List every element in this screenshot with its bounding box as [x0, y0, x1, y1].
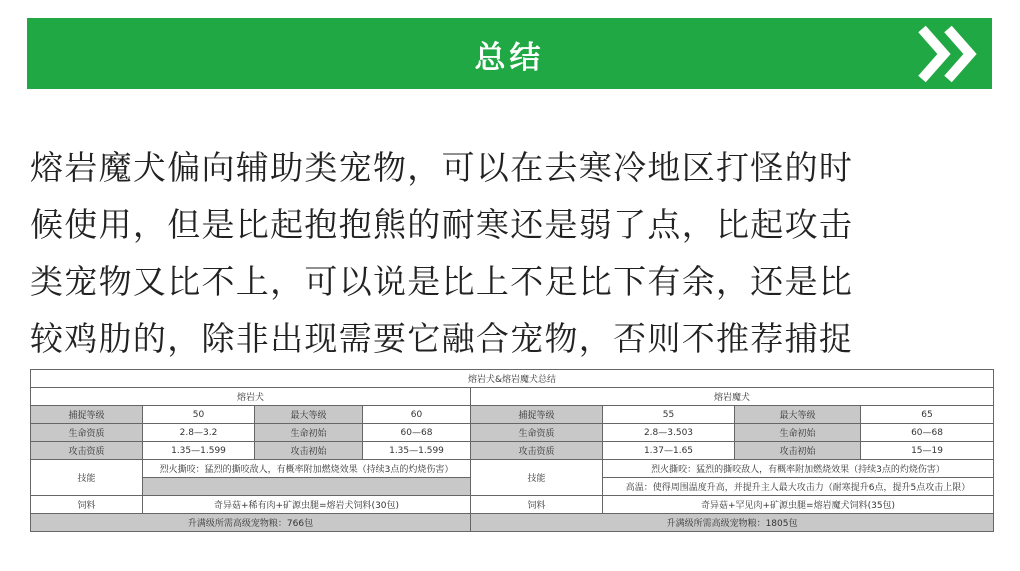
table-cell: 生命资质 [31, 424, 143, 442]
table-cell: 60 [363, 406, 471, 424]
skill-text: 烈火撕咬：猛烈的撕咬敌人，有概率附加燃烧效果（持续3点的灼烧伤害） [143, 460, 471, 478]
table-cell: 1.37—1.65 [603, 442, 735, 460]
pet-summary-table [30, 369, 994, 532]
table-cell: 65 [861, 406, 994, 424]
table-cell: 生命初始 [255, 424, 363, 442]
section-banner [27, 18, 992, 89]
table-row [31, 424, 994, 442]
feed-row [31, 496, 994, 514]
paragraph-line: 候使用，但是比起抱抱熊的耐寒还是弱了点，比起攻击 [30, 205, 854, 244]
skill-text: 高温：使得周围温度升高，并提升主人最大攻击力（耐寒提升6点，提升5点攻击上限） [603, 478, 994, 496]
paragraph-line: 熔岩魔犬偏向辅助类宠物，可以在去寒冷地区打怪的时 [30, 148, 854, 187]
table-row [31, 442, 994, 460]
table-header-row [31, 388, 994, 406]
table-row [31, 406, 994, 424]
skill-label-left: 技能 [31, 460, 143, 496]
table-cell: 捕捉等级 [31, 406, 143, 424]
feed-recipe: 奇异菇+罕见肉+矿源虫腿=熔岩魔犬饲料(35包) [603, 496, 994, 514]
table-cell: 最大等级 [255, 406, 363, 424]
feed-recipe: 奇异菇+稀有肉+矿源虫腿=熔岩犬饲料(30包) [143, 496, 471, 514]
double-chevron-right-icon [914, 24, 984, 84]
table-cell: 15—19 [861, 442, 994, 460]
section-title: 总结 [474, 40, 545, 76]
upgrade-cost: 升满级所需高级宠物粮：1805包 [471, 514, 994, 532]
table-cell: 2.8—3.503 [603, 424, 735, 442]
table-title: 熔岩犬&熔岩魔犬总结 [31, 370, 994, 388]
summary-paragraph [30, 139, 1000, 367]
table-cell: 最大等级 [735, 406, 861, 424]
skill-text [143, 478, 471, 496]
skill-text: 烈火撕咬：猛烈的撕咬敌人，有概率附加燃烧效果（持续3点的灼烧伤害） [603, 460, 994, 478]
paragraph-line: 较鸡肋的，除非出现需要它融合宠物，否则不推荐捕捉 [30, 319, 854, 358]
table-cell: 2.8—3.2 [143, 424, 255, 442]
table-cell: 60—68 [861, 424, 994, 442]
table-cell: 攻击资质 [31, 442, 143, 460]
table-cell: 1.35—1.599 [143, 442, 255, 460]
pet-name-right: 熔岩魔犬 [471, 388, 994, 406]
table-cell: 攻击初始 [735, 442, 861, 460]
table-cell: 55 [603, 406, 735, 424]
table-cell: 60—68 [363, 424, 471, 442]
skill-label-right: 技能 [471, 460, 603, 496]
table-cell: 1.35—1.599 [363, 442, 471, 460]
table-cell: 生命初始 [735, 424, 861, 442]
table-cell: 攻击初始 [255, 442, 363, 460]
upgrade-cost: 升满级所需高级宠物粮：766包 [31, 514, 471, 532]
table-cell: 生命资质 [471, 424, 603, 442]
table-title-row [31, 370, 994, 388]
upgrade-row [31, 514, 994, 532]
paragraph-line: 类宠物又比不上，可以说是比上不足比下有余，还是比 [30, 262, 854, 301]
feed-label-left: 饲料 [31, 496, 143, 514]
table-cell: 攻击资质 [471, 442, 603, 460]
skill-row [31, 460, 994, 478]
table-cell: 捕捉等级 [471, 406, 603, 424]
table-cell: 50 [143, 406, 255, 424]
pet-name-left: 熔岩犬 [31, 388, 471, 406]
feed-label-right: 饲料 [471, 496, 603, 514]
